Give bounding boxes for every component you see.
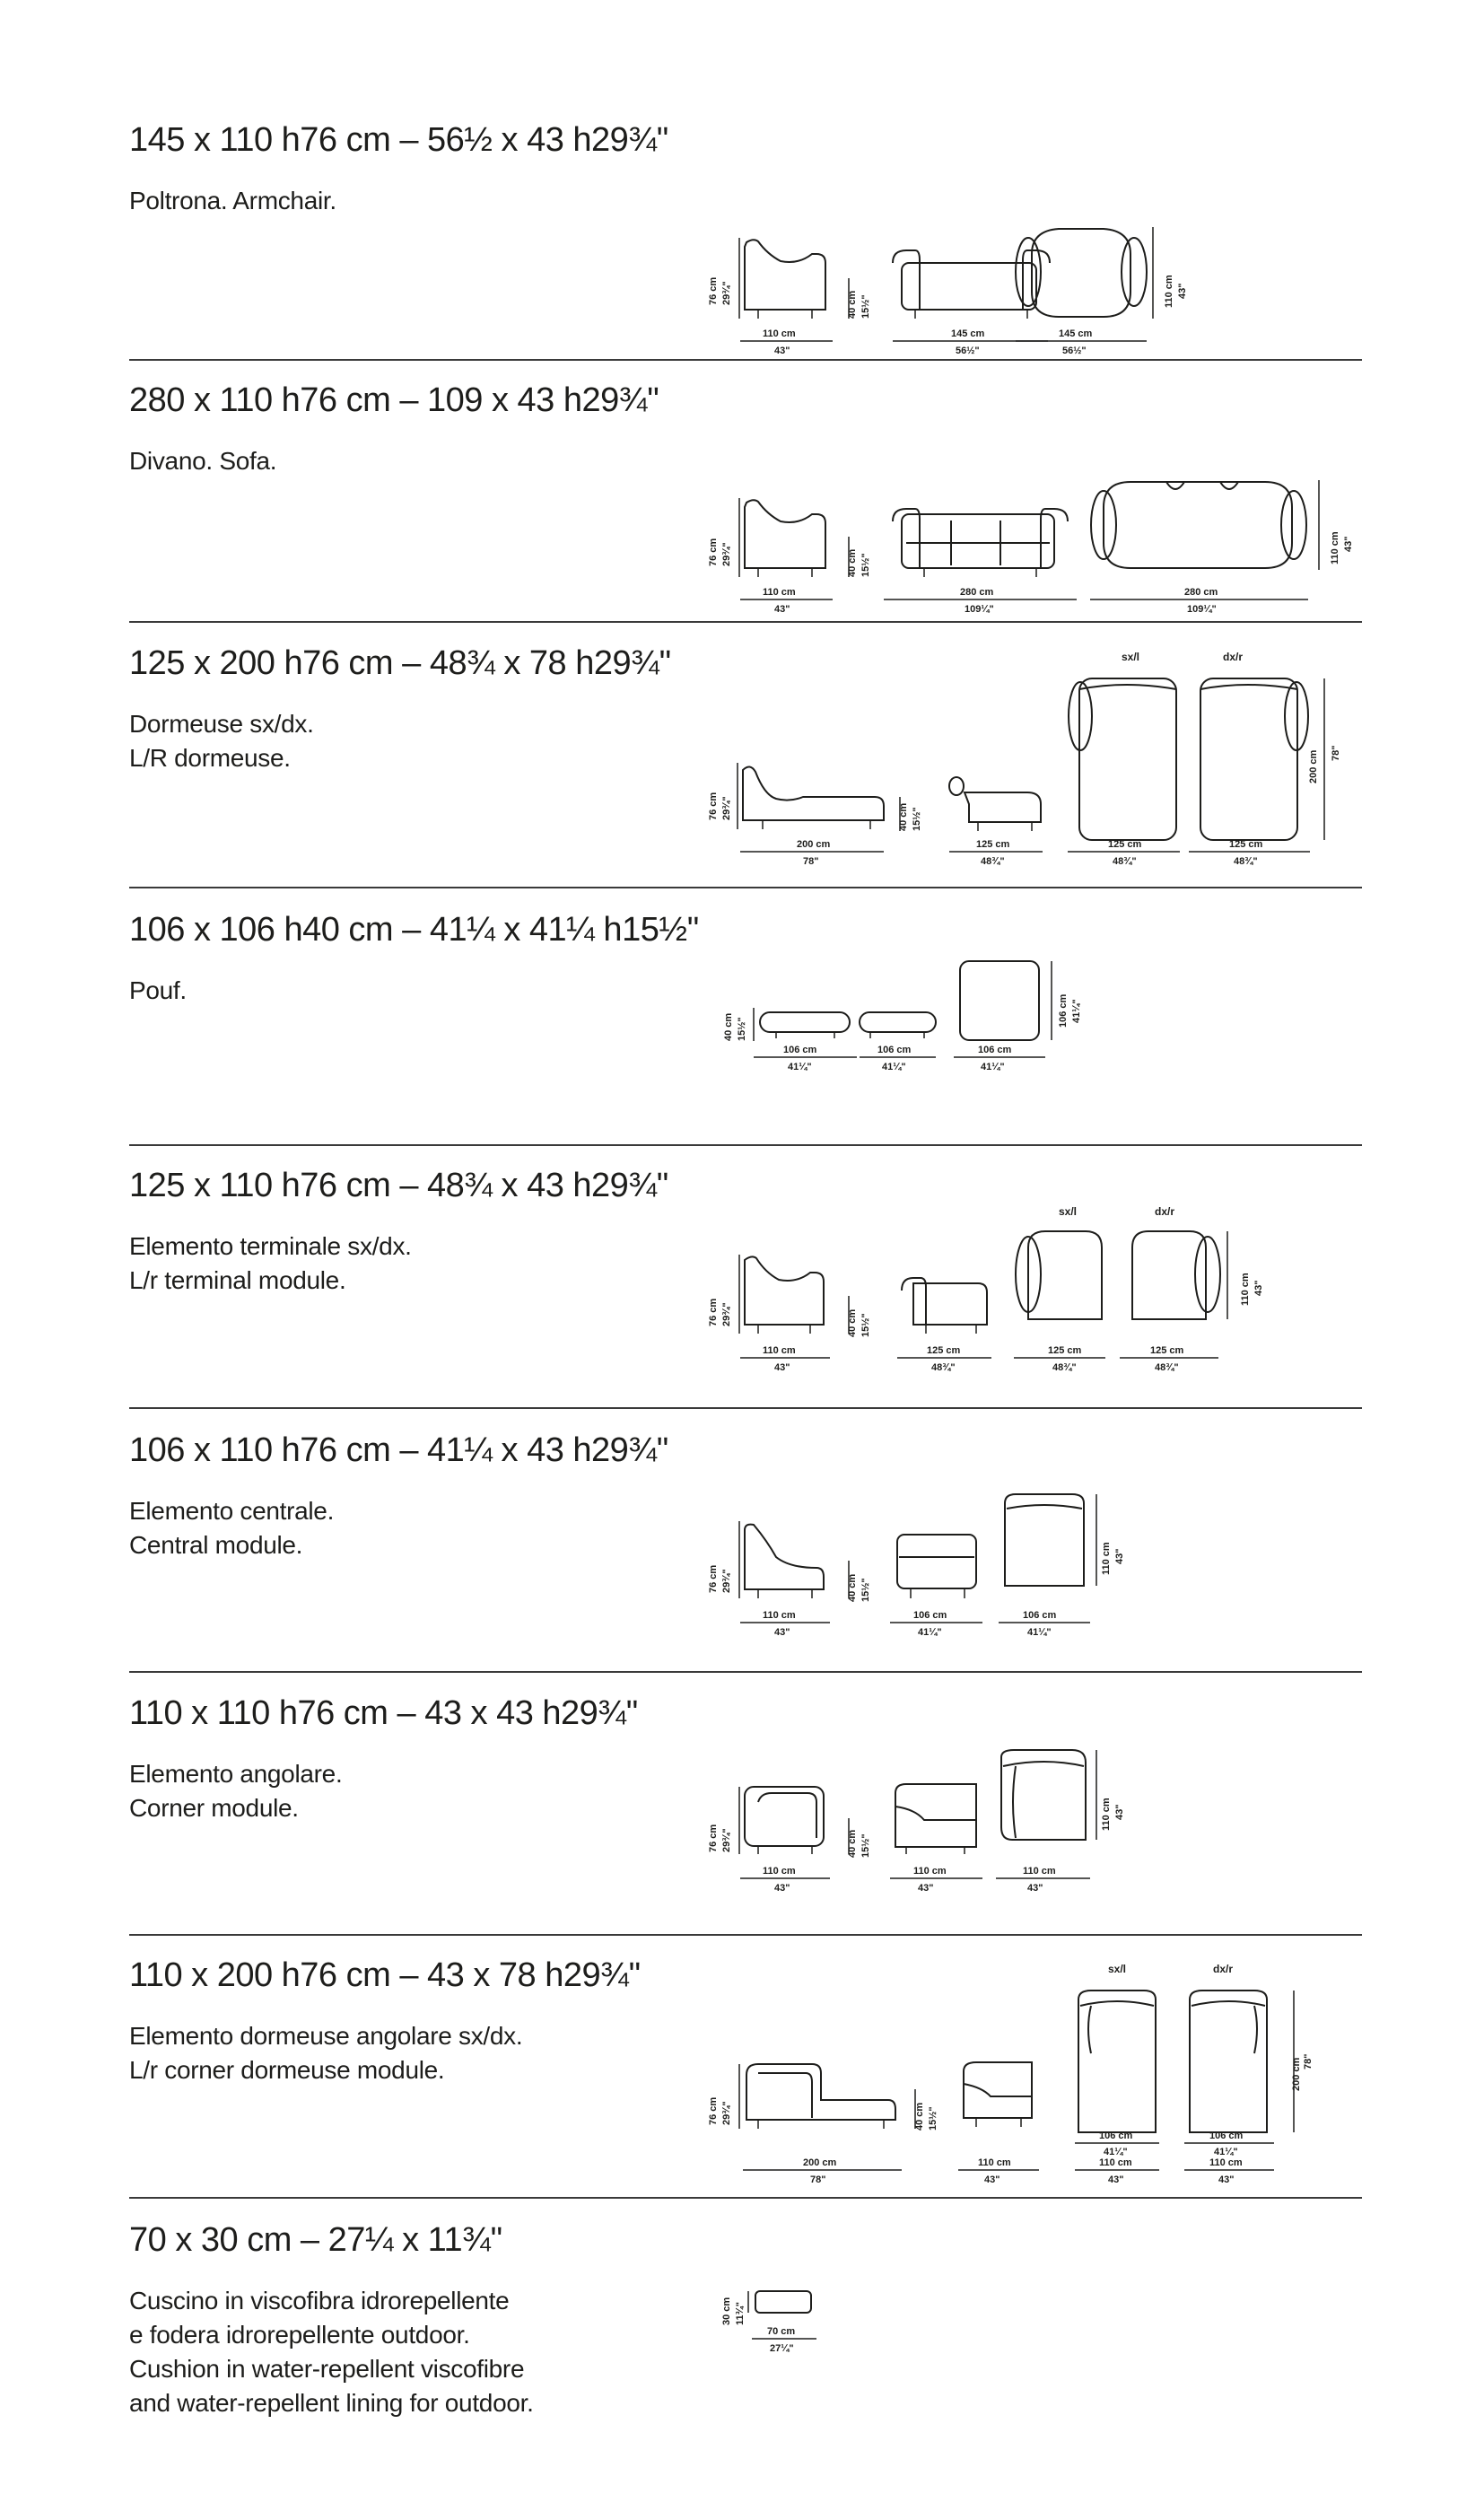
svg-text:78": 78" xyxy=(810,2174,826,2185)
svg-text:43": 43" xyxy=(1343,536,1354,552)
svg-text:15½": 15½" xyxy=(928,2106,938,2131)
svg-text:43": 43" xyxy=(1177,283,1188,299)
top-view xyxy=(954,961,1082,1072)
technical-drawing xyxy=(691,175,1484,354)
side-view xyxy=(708,1255,830,1373)
svg-text:110 cm: 110 cm xyxy=(1101,1542,1112,1575)
svg-text:200 cm: 200 cm xyxy=(1308,749,1319,783)
section-divider xyxy=(129,621,1362,623)
top-view-left xyxy=(1014,1205,1105,1373)
product-dimensions: 280 x 110 h76 cm – 109 x 43 h29¾'' xyxy=(129,381,659,419)
svg-text:41¼": 41¼" xyxy=(1104,2147,1128,2157)
product-dimensions: 70 x 30 cm – 27¼ x 11¾'' xyxy=(129,2221,502,2259)
svg-text:41¼": 41¼" xyxy=(1027,1627,1052,1638)
svg-text:43": 43" xyxy=(984,2174,1000,2185)
svg-text:15½": 15½" xyxy=(860,1578,871,1602)
svg-text:43": 43" xyxy=(1108,2174,1124,2185)
svg-text:125 cm: 125 cm xyxy=(927,1345,961,1356)
svg-text:29¾": 29¾" xyxy=(721,542,732,566)
svg-text:106 cm: 106 cm xyxy=(1023,1610,1057,1621)
svg-text:40 cm: 40 cm xyxy=(847,1308,858,1337)
svg-text:110 cm: 110 cm xyxy=(1164,275,1174,308)
svg-text:43": 43" xyxy=(1218,2174,1235,2185)
svg-text:145 cm: 145 cm xyxy=(1059,328,1093,339)
svg-text:40 cm: 40 cm xyxy=(847,1829,858,1858)
svg-text:15½": 15½" xyxy=(860,294,871,319)
svg-text:110 cm: 110 cm xyxy=(1330,531,1340,564)
product-dimensions: 106 x 106 h40 cm – 41¼ x 41¼ h15½'' xyxy=(129,911,700,949)
svg-text:200 cm: 200 cm xyxy=(803,2157,837,2168)
svg-text:106 cm: 106 cm xyxy=(877,1045,912,1055)
svg-text:200 cm: 200 cm xyxy=(797,839,831,850)
svg-text:48¾": 48¾" xyxy=(1155,1362,1179,1373)
technical-drawing xyxy=(691,1467,1484,1665)
top-view xyxy=(1090,480,1354,615)
svg-text:40 cm: 40 cm xyxy=(847,1573,858,1602)
product-description: Elemento angolare. Corner module. xyxy=(129,1760,343,1822)
svg-text:280 cm: 280 cm xyxy=(1184,587,1218,598)
top-view xyxy=(1016,227,1188,356)
svg-text:43": 43" xyxy=(774,1362,790,1373)
svg-text:15½": 15½" xyxy=(860,1833,871,1858)
svg-text:110 cm: 110 cm xyxy=(763,587,796,598)
svg-text:110 cm: 110 cm xyxy=(978,2157,1011,2168)
svg-text:76 cm: 76 cm xyxy=(708,1564,719,1593)
technical-drawing xyxy=(691,426,1484,624)
section-divider xyxy=(129,887,1362,888)
product-central-module xyxy=(0,1431,1484,1665)
svg-text:110 cm: 110 cm xyxy=(913,1866,947,1877)
svg-text:43": 43" xyxy=(774,1883,790,1894)
svg-text:110 cm: 110 cm xyxy=(763,1866,796,1877)
svg-text:43": 43" xyxy=(1114,1548,1125,1564)
svg-text:145 cm: 145 cm xyxy=(951,328,985,339)
svg-text:125 cm: 125 cm xyxy=(1048,1345,1082,1356)
svg-text:15½": 15½" xyxy=(860,553,871,577)
svg-text:110 cm: 110 cm xyxy=(1209,2157,1243,2168)
section-divider xyxy=(129,1407,1362,1409)
svg-text:78": 78" xyxy=(1331,745,1341,761)
section-divider xyxy=(129,1144,1362,1146)
top-view-left xyxy=(1068,651,1180,867)
svg-text:48¾": 48¾" xyxy=(1052,1362,1077,1373)
product-dimensions: 110 x 200 h76 cm – 43 x 78 h29¾'' xyxy=(129,1956,641,1994)
svg-text:78": 78" xyxy=(803,856,819,867)
cushion-view xyxy=(721,2291,816,2354)
svg-text:sx/l: sx/l xyxy=(1122,651,1140,663)
svg-text:43": 43" xyxy=(1027,1883,1043,1894)
product-description: Poltrona. Armchair. xyxy=(129,187,336,214)
product-dimensions: 106 x 110 h76 cm – 41¼ x 43 h29¾'' xyxy=(129,1431,669,1469)
svg-text:29¾": 29¾" xyxy=(721,796,732,820)
technical-drawing xyxy=(691,1730,1484,1928)
svg-text:41¼": 41¼" xyxy=(882,1062,906,1072)
svg-text:110 cm: 110 cm xyxy=(763,1345,796,1356)
svg-text:56½": 56½" xyxy=(956,346,980,356)
product-description: Pouf. xyxy=(129,976,187,1004)
top-view-right xyxy=(1184,1963,1314,2185)
product-corner-dormeuse-module xyxy=(0,1956,1484,2199)
svg-text:48¾": 48¾" xyxy=(1234,856,1258,867)
top-view-right xyxy=(1120,1205,1264,1373)
svg-text:200 cm: 200 cm xyxy=(1291,2057,1302,2091)
svg-text:41¼": 41¼" xyxy=(1071,999,1082,1023)
svg-text:110 cm: 110 cm xyxy=(763,1610,796,1621)
svg-text:106 cm: 106 cm xyxy=(783,1045,817,1055)
top-view xyxy=(996,1750,1125,1894)
svg-text:sx/l: sx/l xyxy=(1108,1963,1127,1975)
svg-text:109¼": 109¼" xyxy=(965,604,994,615)
svg-text:106 cm: 106 cm xyxy=(913,1610,947,1621)
product-cushion xyxy=(0,2221,1484,2490)
svg-text:70 cm: 70 cm xyxy=(767,2326,796,2337)
svg-text:11¾": 11¾" xyxy=(735,2301,746,2325)
svg-text:dx/r: dx/r xyxy=(1155,1205,1175,1218)
svg-text:106 cm: 106 cm xyxy=(1058,993,1069,1028)
svg-text:15½": 15½" xyxy=(860,1313,871,1337)
section-divider xyxy=(129,1934,1362,1936)
product-description: Divano. Sofa. xyxy=(129,447,277,475)
svg-text:76 cm: 76 cm xyxy=(708,792,719,820)
svg-text:280 cm: 280 cm xyxy=(960,587,994,598)
product-description: Elemento terminale sx/dx. L/r terminal module. xyxy=(129,1232,412,1294)
svg-text:125 cm: 125 cm xyxy=(1108,839,1142,850)
svg-text:110 cm: 110 cm xyxy=(1101,1798,1112,1831)
svg-text:78": 78" xyxy=(1303,2053,1314,2069)
top-view xyxy=(999,1494,1125,1638)
svg-text:27¼": 27¼" xyxy=(770,2343,794,2354)
svg-text:106 cm: 106 cm xyxy=(1209,2131,1244,2141)
technical-drawing xyxy=(691,956,1484,1135)
product-corner-module xyxy=(0,1694,1484,1928)
product-description: Elemento dormeuse angolare sx/dx. L/r corner dormeuse module. xyxy=(129,2022,523,2084)
product-dimensions: 125 x 110 h76 cm – 48¾ x 43 h29¾'' xyxy=(129,1167,669,1204)
front-view xyxy=(847,1535,982,1638)
product-dimensions: 125 x 200 h76 cm – 48¾ x 78 h29¾'' xyxy=(129,644,671,682)
svg-text:40 cm: 40 cm xyxy=(914,2102,925,2131)
svg-text:110 cm: 110 cm xyxy=(1023,1866,1056,1877)
svg-text:56½": 56½" xyxy=(1062,346,1087,356)
svg-text:29¾": 29¾" xyxy=(721,281,732,305)
front-view xyxy=(914,2062,1039,2185)
svg-text:43": 43" xyxy=(918,1883,934,1894)
svg-text:30 cm: 30 cm xyxy=(721,2297,732,2325)
front-view xyxy=(847,1784,982,1894)
svg-text:41¼": 41¼" xyxy=(1214,2147,1238,2157)
section-divider xyxy=(129,359,1362,361)
side-view xyxy=(708,1521,830,1638)
svg-text:40 cm: 40 cm xyxy=(847,548,858,577)
svg-text:15½": 15½" xyxy=(737,1017,747,1041)
svg-text:110 cm: 110 cm xyxy=(763,328,796,339)
svg-text:106 cm: 106 cm xyxy=(1099,2131,1133,2141)
side-view xyxy=(723,1008,857,1072)
svg-text:76 cm: 76 cm xyxy=(708,276,719,305)
technical-drawing xyxy=(691,1194,1484,1409)
svg-text:48¾": 48¾" xyxy=(931,1362,956,1373)
svg-text:43": 43" xyxy=(774,1627,790,1638)
front-view xyxy=(847,509,1077,615)
svg-text:41¼": 41¼" xyxy=(981,1062,1005,1072)
svg-text:41¼": 41¼" xyxy=(918,1627,942,1638)
svg-text:40 cm: 40 cm xyxy=(898,802,909,831)
top-view-right xyxy=(1189,651,1341,867)
product-sofa xyxy=(0,381,1484,615)
side-view xyxy=(708,498,833,615)
svg-text:76 cm: 76 cm xyxy=(708,1298,719,1326)
svg-text:43": 43" xyxy=(774,604,790,615)
side-view xyxy=(708,763,884,867)
svg-text:110 cm: 110 cm xyxy=(1099,2157,1132,2168)
svg-text:109¼": 109¼" xyxy=(1187,604,1217,615)
svg-text:48¾": 48¾" xyxy=(981,856,1005,867)
svg-text:29¾": 29¾" xyxy=(721,1569,732,1593)
section-divider xyxy=(129,1671,1362,1673)
section-divider xyxy=(129,2197,1362,2199)
product-dimensions: 110 x 110 h76 cm – 43 x 43 h29¾'' xyxy=(129,1694,639,1732)
technical-drawing xyxy=(691,644,1484,878)
front-view xyxy=(898,777,1043,867)
product-description: Cuscino in viscofibra idrorepellente e fodera idrorepellente outdoor. Cushion in water-repellent viscofibre and water-repellent lining for outdoor. xyxy=(129,2287,534,2417)
svg-text:dx/r: dx/r xyxy=(1223,651,1244,663)
svg-text:sx/l: sx/l xyxy=(1059,1205,1078,1218)
svg-text:43": 43" xyxy=(1114,1804,1125,1820)
svg-text:43": 43" xyxy=(774,346,790,356)
svg-text:48¾": 48¾" xyxy=(1113,856,1137,867)
top-view-left xyxy=(1075,1963,1159,2185)
side-view xyxy=(708,1787,830,1894)
product-dormeuse xyxy=(0,644,1484,878)
svg-text:76 cm: 76 cm xyxy=(708,1824,719,1852)
svg-text:41¼": 41¼" xyxy=(788,1062,812,1072)
svg-text:125 cm: 125 cm xyxy=(1150,1345,1184,1356)
svg-text:76 cm: 76 cm xyxy=(708,2096,719,2125)
svg-text:125 cm: 125 cm xyxy=(1229,839,1263,850)
svg-text:29¾": 29¾" xyxy=(721,2101,732,2125)
svg-text:dx/r: dx/r xyxy=(1213,1963,1234,1975)
front-view xyxy=(847,1278,991,1373)
product-terminal-module xyxy=(0,1167,1484,1400)
front-view xyxy=(860,1012,936,1072)
product-description: Dormeuse sx/dx. L/R dormeuse. xyxy=(129,710,314,772)
product-pouf xyxy=(0,911,1484,1144)
product-armchair xyxy=(0,121,1484,354)
svg-text:43": 43" xyxy=(1253,1280,1264,1296)
svg-text:125 cm: 125 cm xyxy=(976,839,1010,850)
svg-text:106 cm: 106 cm xyxy=(978,1045,1012,1055)
svg-text:29¾": 29¾" xyxy=(721,1302,732,1326)
technical-drawing xyxy=(691,2275,960,2383)
product-dimensions: 145 x 110 h76 cm – 56½ x 43 h29¾'' xyxy=(129,121,669,159)
side-view xyxy=(708,238,833,356)
svg-text:29¾": 29¾" xyxy=(721,1828,732,1852)
technical-drawing xyxy=(691,1956,1484,2199)
svg-text:40 cm: 40 cm xyxy=(723,1012,734,1041)
svg-text:110 cm: 110 cm xyxy=(1240,1273,1251,1306)
svg-text:76 cm: 76 cm xyxy=(708,538,719,566)
product-description: Elemento centrale. Central module. xyxy=(129,1497,335,1559)
svg-text:40 cm: 40 cm xyxy=(847,290,858,319)
side-view xyxy=(708,2064,902,2185)
svg-text:15½": 15½" xyxy=(912,807,922,831)
